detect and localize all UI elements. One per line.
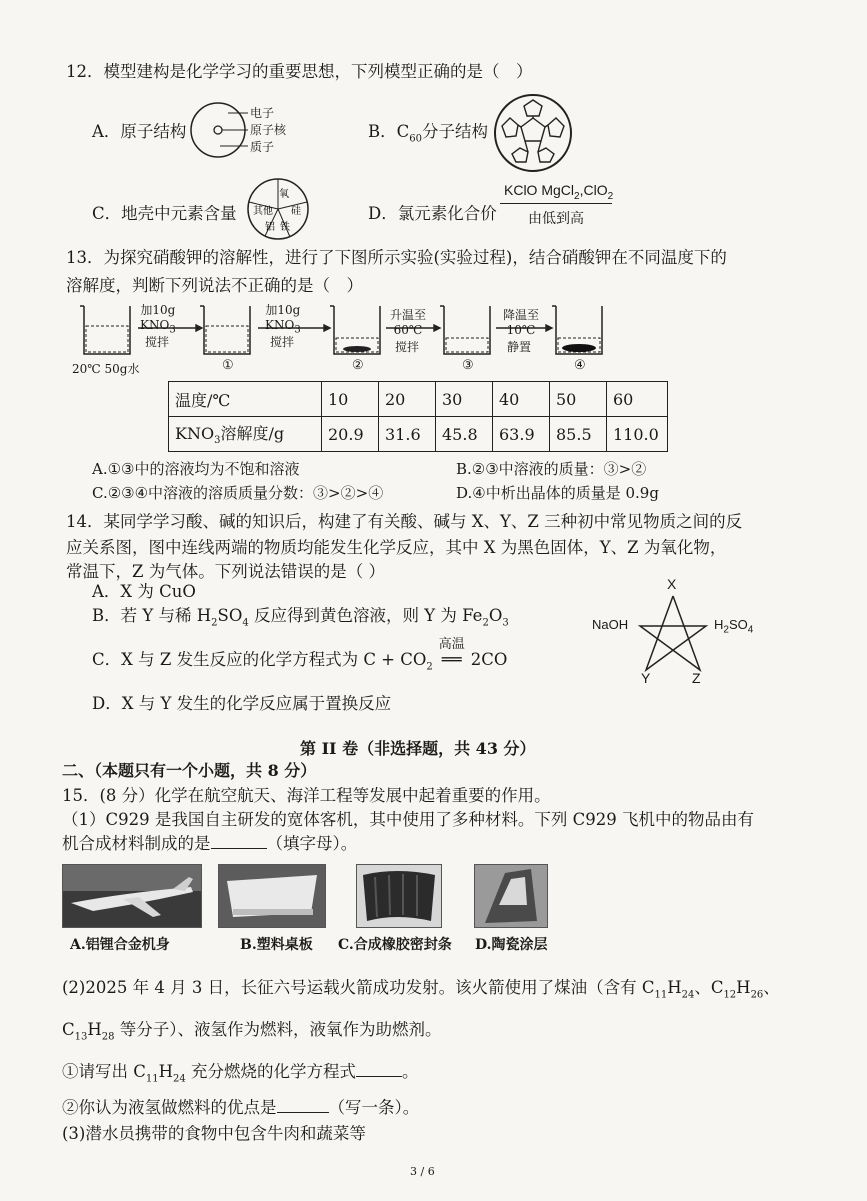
beaker-label-3: ③ (462, 358, 474, 373)
q15-2-i: ①请写出 $C_{11}H_{24}$ 充分燃烧的化学方程式 。 (62, 1062, 419, 1085)
q12-stem: 12．模型建构是化学学习的重要思想，下列模型正确的是（ ） (66, 62, 533, 81)
q15-intro: 15．(8 分）化学在航空航天、海洋工程等发展中起着重要的作用。 (62, 786, 551, 805)
step-4-label: 降温至 10℃ (503, 308, 540, 337)
q13-option-a: A.①③中的溶液均为不饱和溶液 (92, 460, 300, 478)
q12-option-a: A．原子结构 (92, 122, 187, 141)
temperature-header: 温度/℃ (169, 382, 322, 417)
pie-label-iron: 铁 (280, 222, 290, 233)
q15-1-line2: 机合成材料制成的是 （填字母）。 (62, 834, 358, 853)
answer-blank (356, 1062, 402, 1077)
caption-d: D.陶瓷涂层 (475, 937, 548, 953)
q12-option-b: B．$C_{60}$分子结构 (368, 122, 488, 145)
answer-blank (211, 834, 267, 849)
pie-label-silicon: 硅 (291, 206, 301, 217)
solubility-header: $KNO_3$溶解度/g (169, 417, 322, 452)
q13-stem-line2: 溶解度，判断下列说法不正确的是（ ） (66, 276, 363, 295)
solubility-cell: 110.0 (607, 417, 668, 452)
step-3-action: 搅拌 (395, 340, 420, 354)
q14-option-c: C．X 与 Z 发生反应的化学方程式为 $C + CO_2$ 高温 ══ 2CO (92, 646, 507, 672)
solubility-cell: 20.9 (322, 417, 379, 452)
atom-label-proton: 质子 (250, 140, 275, 154)
q15-1-line1: （1）C929 是我国自主研发的宽体客机，其中使用了多种材料。下列 C929 飞机中的物品由有 (62, 810, 754, 829)
star-node-z: Z (692, 670, 701, 686)
q13-option-d: D.④中析出晶体的质量是 0.9g (456, 484, 659, 502)
reaction-condition: 高温 (438, 637, 465, 652)
solubility-table (168, 381, 668, 452)
q13-stem-line1: 13．为探究硝酸钾的溶解性，进行了下图所示实验(实验过程)，结合硝酸钾在不同温度下的 (66, 248, 727, 267)
part2-title: 第 II 卷（非选择题，共 43 分） (300, 739, 536, 758)
step-3-label: 升温至 60℃ (390, 308, 427, 337)
step-2-label: 加10g $KNO_3$ (265, 303, 301, 336)
page-number: 3 / 6 (410, 1165, 435, 1178)
q15-2-ii: ②你认为液氢做燃料的优点是 （写一条）。 (62, 1098, 420, 1117)
beaker-label-4: ④ (574, 358, 586, 373)
step-2-action: 搅拌 (270, 335, 295, 349)
step-1-label: 加10g $KNO_3$ (140, 303, 176, 336)
solubility-cell: 85.5 (550, 417, 607, 452)
q13-option-c: C.②③④中溶液的溶质质量分数：③>②>④ (92, 484, 384, 502)
section-heading: 二、（本题只有一个小题，共 8 分） (62, 761, 317, 780)
temp-cell: 40 (493, 382, 550, 417)
q14-option-b: B．若 Y 与稀 $H_2SO_4$ 反应得到黄色溶液，则 Y 为 $Fe_2O_3$ (92, 606, 509, 629)
chlorine-caption: 由低到高 (528, 211, 584, 227)
start-condition-label: 20℃ 50g水 (72, 362, 140, 376)
q14-stem-line2: 应关系图，图中连线两端的物质均能发生化学反应，其中 X 为黑色固体，Y、Z 为氧化物， (66, 538, 727, 557)
ceramic-coating-photo (474, 864, 548, 928)
star-node-naoh: NaOH (592, 617, 629, 632)
atom-label-nucleus: 原子核 (250, 123, 287, 137)
atom-label-electron: 电子 (250, 106, 275, 120)
caption-c: C.合成橡胶密封条 (338, 937, 452, 953)
temp-cell: 30 (436, 382, 493, 417)
star-node-h2so4: $H_2SO_4$ (714, 617, 754, 636)
q14-option-d: D．X 与 Y 发生的化学反应属于置换反应 (92, 694, 392, 713)
step-4-action: 静置 (507, 340, 532, 354)
pie-label-other: 其他 (253, 206, 273, 217)
pie-label-oxygen: 氧 (279, 189, 289, 200)
solubility-cell: 63.9 (493, 417, 550, 452)
q15-2-line2: $C_{13}H_{28}$ 等分子）、液氢作为燃料，液氧作为助燃剂。 (62, 1020, 442, 1043)
beaker-label-2: ② (352, 358, 364, 373)
temp-cell: 60 (607, 382, 668, 417)
beaker-label-1: ① (222, 358, 234, 373)
q15-2-line1: (2)2025 年 4 月 3 日，长征六号运载火箭成功发射。该火箭使用了煤油（含有 $C_{11}H_{24}$、$C_{12}H_{26}$、 (62, 978, 780, 1001)
q14-stem-line1: 14．某同学学习酸、碱的知识后，构建了有关酸、碱与 X、Y、Z 三种初中常见物质之间的反 (66, 512, 743, 531)
answer-blank (277, 1098, 329, 1113)
solubility-cell: 45.8 (436, 417, 493, 452)
step-1-action: 搅拌 (145, 335, 170, 349)
star-node-y: Y (641, 670, 651, 686)
plastic-table-photo (218, 864, 326, 928)
temp-cell: 20 (379, 382, 436, 417)
q15-3: (3)潜水员携带的食物中包含牛肉和蔬菜等 (62, 1124, 366, 1143)
crust-element-pie-chart (243, 176, 313, 242)
table-row (169, 382, 668, 417)
q13-option-b: B.②③中溶液的质量：③>② (456, 460, 647, 478)
q12-option-c: C．地壳中元素含量 (92, 204, 237, 223)
chlorine-formulas: KClO MgCl$_2$,ClO$_2$ (504, 182, 614, 202)
temp-cell: 10 (322, 382, 379, 417)
temp-cell: 50 (550, 382, 607, 417)
aircraft-photo (62, 864, 202, 928)
table-row (169, 417, 668, 452)
pie-label-aluminum: 铝 (265, 222, 275, 233)
c60-buckyball-icon (490, 90, 576, 176)
q12-option-d: D．氯元素化合价 (368, 204, 497, 223)
solubility-cell: 31.6 (379, 417, 436, 452)
q14-stem-line3: 常温下，Z 为气体。下列说法错误的是（ ） (66, 562, 385, 581)
q14-option-a: A．X 为 CuO (92, 582, 196, 601)
caption-b: B.塑料桌板 (240, 937, 313, 953)
formula-divider (500, 203, 612, 204)
caption-a: A.铝锂合金机身 (70, 937, 170, 953)
star-node-x: X (667, 576, 677, 592)
rubber-seal-photo (356, 864, 442, 928)
